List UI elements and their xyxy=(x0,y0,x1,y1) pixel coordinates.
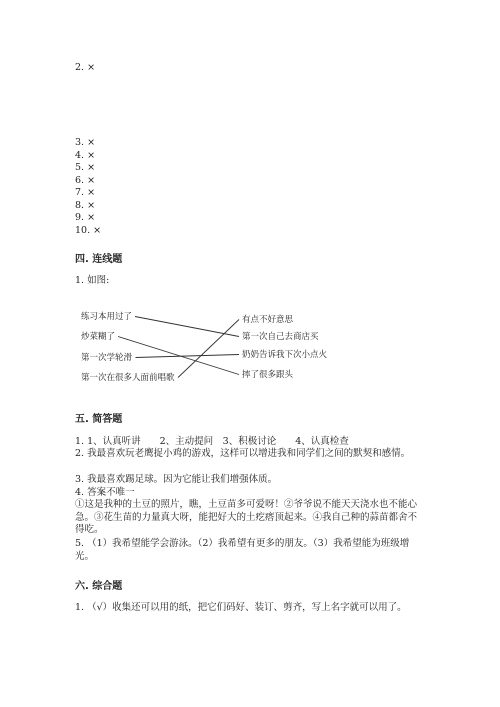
connection-lines xyxy=(118,317,239,378)
left-item: 第一次学轮滑 xyxy=(81,353,133,363)
connection-line xyxy=(136,355,239,358)
judgement-answer: 9. × xyxy=(75,212,96,223)
section-5-answer-4-text: ①这是我种的土豆的照片，瞧，土豆苗多可爱呀！②爷爷说不能天天浇水也不能心急。③花生苗的力量真大呀，能把好大的土疙瘩顶起来。④我自己种的蒜苗都舍不得吃。 xyxy=(75,499,418,535)
section-5-title: 五. 简答题 xyxy=(75,414,123,425)
left-item: 炒菜糊了 xyxy=(81,332,116,342)
section-6-title: 六. 综合题 xyxy=(75,581,123,592)
matching-diagram xyxy=(75,305,395,390)
section-6-answer-1: 1. （√）收集还可以用的纸，把它们码好、装订、剪齐，写上名字就可以用了。 xyxy=(75,602,407,613)
section-5-answer-1: 1. 1、认真听讲 2、主动提问 3、积极讨论 4、认真检查 xyxy=(75,436,349,447)
judgement-answer: 6. × xyxy=(75,174,96,186)
connection-line xyxy=(118,337,239,375)
section-5-answer-3: 3. 我最喜欢踢足球。因为它能让我们增强体质。 xyxy=(75,474,278,485)
section-5-answer-4: 4. 答案不唯一 xyxy=(75,487,135,498)
right-item: 第一次自己去商店买 xyxy=(242,332,319,342)
right-item: 有点不好意思 xyxy=(242,315,294,325)
right-column xyxy=(242,314,328,380)
connection-line xyxy=(178,320,239,378)
connection-line xyxy=(135,317,239,337)
section-4-title: 四. 连线题 xyxy=(75,254,123,265)
section-4-question-1: 1. 如图: xyxy=(75,275,110,286)
left-item: 第一次在很多人面前唱歌 xyxy=(81,373,175,383)
judgement-answer-2: 2. × xyxy=(75,62,96,73)
judgement-answer: 7. × xyxy=(75,187,96,198)
right-item: 摔了很多跟头 xyxy=(242,370,294,380)
right-item: 奶奶告诉我下次小点火 xyxy=(242,350,328,360)
section-5-answer-2: 2. 我最喜欢玩老鹰捉小鸡的游戏，这样可以增进我和同学们之间的默契和感情。 xyxy=(75,448,411,459)
judgement-answer: 4. × xyxy=(75,149,96,161)
section-5-answer-5: 5. （1）我希望能学会游泳。（2）我希望有更多的朋友。（3）我希望能为班级增光。 xyxy=(75,538,410,562)
left-item: 练习本用过了 xyxy=(81,312,133,322)
judgement-answer: 8. × xyxy=(75,199,96,211)
judgement-answer: 3. × xyxy=(75,137,96,148)
judgement-answer: 10. × xyxy=(75,224,102,236)
judgement-answer: 5. × xyxy=(75,162,96,173)
